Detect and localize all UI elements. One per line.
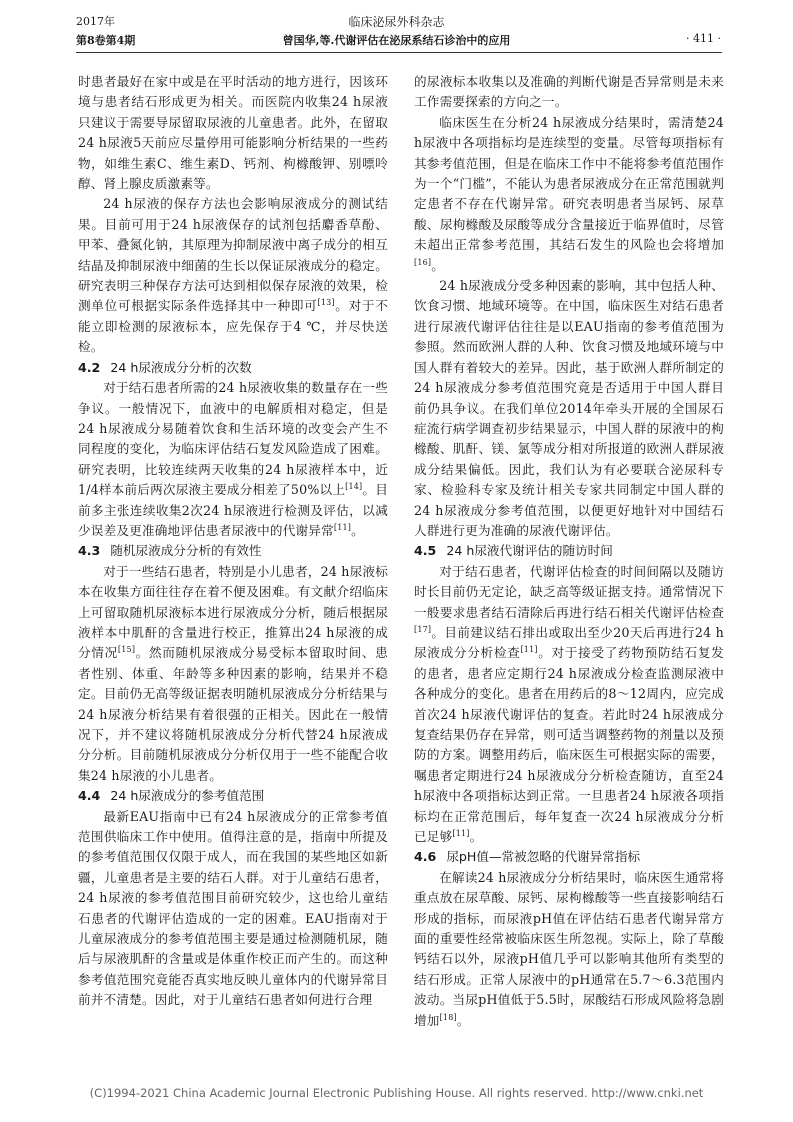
section-heading bbox=[78, 786, 388, 806]
header-running-title: 曾国华,等.代谢评估在泌尿系结石诊治中的应用 bbox=[282, 34, 511, 47]
section-title: 24 h尿液代谢评估的随访时间 bbox=[446, 543, 613, 559]
header-year: 2017年 bbox=[76, 15, 115, 28]
citation-ref: [16] bbox=[414, 257, 432, 267]
section-heading bbox=[78, 541, 388, 561]
paragraph-text: 。 bbox=[431, 257, 445, 273]
paragraph-text: 。对于接受了药物预防结石复发的患者，患者应定期行24 h尿液成分检查监测尿液中各种成分的变化。患者在用药后的8～12周内，应完成首次24 h尿液代谢评估的复查。若此时24 h尿液成分复查结果仍存在异常，则可适当调整药物的剂量以及预防的方案。调整用药后，临床医生可根据实际的需要，嘱患者定期进行24 h尿液成分分析检查随访，直至24 h尿液中各项指标达到正常。一旦患者24 h尿液各项指标均在正常范围后，每年复查一次24 h尿液成分分析已足够 bbox=[414, 645, 724, 845]
left-column bbox=[78, 72, 388, 1011]
paragraph-text: 对于结石患者，代谢评估检查的时间间隔以及随访时长目前仍无定论，缺乏高等级证据支持。通常情况下一般要求患者结石清除后再进行结石相关代谢评估检查 bbox=[414, 563, 724, 620]
copyright-footer: (C)1994-2021 China Academic Journal Electronic Publishing House. All rights reserved. http://www.cnki.net bbox=[89, 1086, 704, 1100]
section-title: 随机尿液成分分析的有效性 bbox=[110, 543, 262, 559]
citation-ref: [18] bbox=[439, 1012, 457, 1022]
section-number: 4.3 bbox=[78, 543, 101, 559]
body-paragraph bbox=[414, 562, 724, 848]
section-number: 4.6 bbox=[414, 849, 437, 865]
body-paragraph bbox=[414, 276, 724, 541]
paragraph-text: 最新EAU指南中已有24 h尿液成分的正常参考值范围供临床工作中使用。值得注意的是，指南中所提及的参考值范围仅仅限于成人，而在我国的某些地区如新疆，儿童患者是主要的结石人群。对于儿童结石患者，24 h尿液的参考值范围目前研究较少，这也给儿童结石患者的代谢评估造成的一定的困难。EAU指南对于儿童尿液成分的参考值范围主要是通过检测随机尿，随后与尿液肌酐的含量或是体重作校正而产生的。而这种参考值范围究竟能否真实地反映儿童体内的代谢异常目前并不清楚。因此，对于儿童结石患者如何进行合理 bbox=[78, 808, 388, 1008]
section-number: 4.4 bbox=[78, 788, 101, 804]
section-number: 4.2 bbox=[78, 359, 101, 375]
header-journal-title: 临床泌尿外科杂志 bbox=[348, 15, 445, 29]
citation-ref: [11] bbox=[520, 645, 538, 655]
paragraph-text: 对于结石患者所需的24 h尿液收集的数量存在一些争议。一般情况下，血液中的电解质相对稳定，但是24 h尿液成分易随着饮食和生活环境的改变会产生不同程度的变化，为临床评估结石复发风险造成了困难。研究表明，比较连续两天收集的24 h尿液样本中，近1/4样本前后两次尿液主要成分相差了50%以上 bbox=[78, 380, 389, 498]
body-paragraph bbox=[414, 868, 724, 1031]
paragraph-text: 时患者最好在家中或是在平时活动的地方进行，因该环境与患者结石形成更为相关。而医院内收集24 h尿液只建议于需要导尿留取尿液的儿童患者。此外，在留取24 h尿液5天前应尽量停用可能影响分析结果的一些药物，如维生素C、维生素D、钙剂、枸橼酸钾、别嘌呤醇、肾上腺皮质激素等。 bbox=[78, 74, 388, 192]
citation-ref: [11] bbox=[333, 522, 352, 532]
paragraph-text: 24 h尿液的保存方法也会影响尿液成分的测试结果。目前可用于24 h尿液保存的试剂包括麝香草酚、甲苯、叠氮化钠，其原理为抑制尿液中离子成分的相互结晶及抑制尿液中细菌的生长以保证尿液成分的稳定。研究表明三种保存方法可达到相似保存尿液的效果，检测单位可根据实际条件选择其中一种即可 bbox=[78, 196, 388, 314]
header-volume: 第8卷第4期 bbox=[76, 34, 136, 47]
body-paragraph bbox=[78, 807, 388, 1011]
paragraph-text: 在解读24 h尿液成分分析结果时，临床医生通常将重点放在尿草酸、尿钙、尿枸橼酸等一些直接影响结石形成的指标，而尿液pH值在评估结石患者代谢异常方面的重要性经常被临床医生所忽视。实际上，除了草酸钙结石以外，尿液pH值几乎可以影响其他所有类型的结石形成。正常人尿液中的pH通常在5.7～6.3范围内波动。当尿pH值低于5.5时，尿酸结石形成风险将急剧增加 bbox=[414, 869, 725, 1028]
body-paragraph bbox=[78, 194, 388, 357]
paragraph-text: 的尿液标本收集以及准确的判断代谢是否异常则是未来工作需要探索的方向之一。 bbox=[414, 74, 724, 110]
citation-ref: [15] bbox=[117, 645, 136, 655]
citation-ref: [13] bbox=[317, 298, 335, 308]
body-paragraph bbox=[78, 72, 388, 194]
paragraph-text: 。对于不能立即检测的尿液标本，应先保存于4 ℃，并尽快送检。 bbox=[78, 298, 388, 355]
section-title: 24 h尿液成分的参考值范围 bbox=[110, 788, 265, 804]
paragraph-text: 。 bbox=[469, 829, 483, 845]
header-page-number: · 411 · bbox=[686, 32, 721, 45]
paragraph-text: 。 bbox=[351, 522, 364, 538]
section-title: 24 h尿液成分分析的次数 bbox=[110, 359, 252, 375]
citation-ref: [11] bbox=[452, 828, 470, 838]
paragraph-text: 。然而随机尿液成分易受标本留取时间、患者性别、体重、年龄等多种因素的影响，结果并不稳定。目前仍无高等级证据表明随机尿液成分分析结果与24 h尿液分析结果有着很强的正相关。因此在一般情况下，并不建议将随机尿液成分分析代替24 h尿液成分分析。目前随机尿液成分分析仅用于一些不能配合收集24 h尿液的小儿患者。 bbox=[78, 645, 388, 783]
header-rule bbox=[76, 52, 722, 53]
right-column bbox=[414, 72, 724, 1031]
body-paragraph bbox=[78, 378, 388, 541]
body-paragraph bbox=[78, 562, 388, 786]
citation-ref: [17] bbox=[414, 624, 432, 634]
paragraph-text: 对于一些结石患者，特别是小儿患者，24 h尿液标本在收集方面往往存在着不便及困难。有文献介绍临床上可留取随机尿液标本进行尿液成分分析，随后根据尿液样本中肌酐的含量进行校正，推算出24 h尿液的成分情况 bbox=[78, 563, 389, 661]
paragraph-text: 。目前建议结石排出或取出至少20天后再进行24 h尿液成分分析检查 bbox=[414, 624, 724, 661]
body-paragraph bbox=[414, 113, 724, 276]
paragraph-text: 24 h尿液成分受多种因素的影响，其中包括人种、饮食习惯、地域环境等。在中国，临床医生对结石患者进行尿液代谢评估往往是以EAU指南的参考值范围为参照。然而欧洲人群的人种、饮食习惯及地域环境与中国人群有着较大的差异。因此，基于欧洲人群所制定的24 h尿液成分参考值范围究竟是否适用于中国人群目前仍具争议。在我们单位2014年牵头开展的全国尿石症流行病学调查初步结果显示，中国人群的尿液中的枸橼酸、肌酐、镁、氯等成分相对所报道的欧洲人群尿液成分结果偏低。因此，我们认为有必要联合泌尿科专家、检验科专家及统计相关专家共同制定中国人群的24 h尿液成分参考值范围，以便更好地针对中国结石人群进行更为准确的尿液代谢评估。 bbox=[414, 278, 725, 538]
paragraph-text: 临床医生在分析24 h尿液成分结果时，需清楚24 h尿液中各项指标均是连续型的变量。尽管每项指标有其参考值范围，但是在临床工作中不能将参考值范围作为一个“门槛”，不能认为患者尿液成分在正常范围就判定患者不存在代谢异常。研究表明患者当尿钙、尿草酸、尿枸橼酸及尿酸等成分含量接近于临界值时，尽管未超出正常参考范围，其结石发生的风险也会将增加 bbox=[414, 114, 724, 253]
section-heading bbox=[78, 358, 388, 378]
section-number: 4.5 bbox=[414, 543, 437, 559]
section-heading bbox=[414, 847, 724, 867]
section-heading bbox=[414, 541, 724, 561]
citation-ref: [14] bbox=[345, 481, 363, 491]
section-title: 尿pH值—常被忽略的代谢异常指标 bbox=[446, 849, 641, 865]
paragraph-text: 。 bbox=[456, 1012, 470, 1028]
body-paragraph bbox=[414, 72, 724, 113]
paragraph-text: 。目前多主张连续收集2次24 h尿液进行检测及评估，以减少误差及更准确地评估患者尿液中的代谢异常 bbox=[78, 482, 388, 538]
